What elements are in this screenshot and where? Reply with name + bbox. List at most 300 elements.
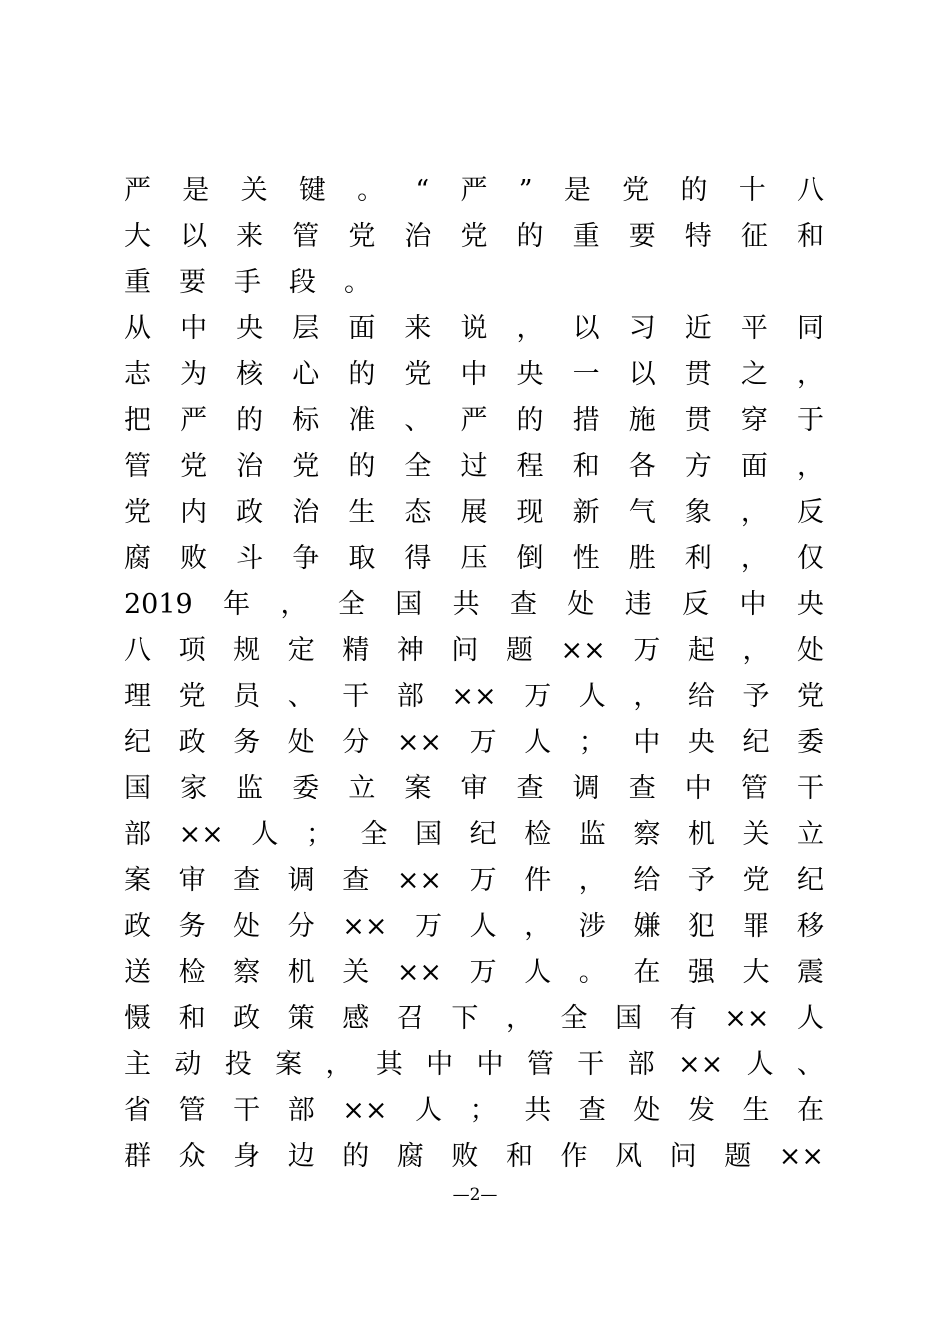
glyph: 查 — [516, 773, 544, 804]
glyph: 予 — [687, 865, 715, 896]
glyph: 处 — [287, 727, 315, 758]
glyph: 治 — [292, 497, 320, 528]
glyph: 问 — [451, 635, 479, 666]
glyph: 万 — [633, 635, 661, 666]
glyph: 政 — [178, 727, 206, 758]
glyph: 予 — [742, 681, 770, 712]
glyph: 近 — [684, 313, 712, 344]
glyph: 查 — [342, 865, 370, 896]
glyph: 题 — [724, 1141, 752, 1172]
text-line — [124, 582, 824, 628]
glyph: 管 — [740, 773, 768, 804]
text-line — [124, 398, 824, 444]
glyph: 核 — [236, 359, 264, 390]
glyph: 象 — [684, 497, 712, 528]
glyph: 给 — [633, 865, 661, 896]
glyph: 规 — [233, 635, 261, 666]
glyph: 调 — [287, 865, 315, 896]
glyph: 关 — [342, 957, 370, 988]
glyph: ×× — [396, 865, 443, 896]
text-line — [124, 352, 824, 398]
glyph: ， — [524, 911, 552, 942]
glyph: 压 — [460, 543, 488, 574]
glyph: 案 — [124, 865, 151, 896]
glyph: 全 — [560, 1003, 588, 1034]
glyph: 展 — [460, 497, 488, 528]
glyph: 关 — [742, 819, 770, 850]
glyph: 、 — [404, 405, 432, 436]
glyph: 的 — [516, 405, 544, 436]
glyph: 发 — [687, 1095, 715, 1126]
glyph: 立 — [348, 773, 376, 804]
glyph: 身 — [233, 1141, 261, 1172]
glyph: 仅 — [796, 543, 824, 574]
glyph: 犯 — [687, 911, 715, 942]
glyph: 题 — [505, 635, 533, 666]
glyph: 志 — [124, 359, 151, 390]
glyph: 务 — [178, 911, 206, 942]
glyph: 特 — [684, 221, 712, 252]
glyph: 生 — [742, 1095, 770, 1126]
glyph: 精 — [342, 635, 370, 666]
text-line — [124, 858, 824, 904]
glyph: ， — [740, 543, 768, 574]
text-line — [124, 306, 824, 352]
glyph: 气 — [628, 497, 656, 528]
glyph: 在 — [633, 957, 661, 988]
glyph: 部 — [627, 1049, 655, 1080]
text-line — [124, 904, 824, 950]
glyph: ， — [325, 1049, 353, 1080]
glyph: 的 — [680, 175, 708, 206]
glyph: 案 — [404, 773, 432, 804]
glyph: ， — [578, 865, 606, 896]
glyph: 党 — [404, 359, 432, 390]
glyph: 是 — [563, 175, 591, 206]
glyph: 的 — [348, 359, 376, 390]
glyph: 央 — [236, 313, 264, 344]
glyph: 动 — [174, 1049, 202, 1080]
glyph: 移 — [797, 911, 824, 942]
glyph: 以 — [180, 221, 208, 252]
glyph: 面 — [740, 451, 768, 482]
glyph: 投 — [224, 1049, 252, 1080]
glyph: 部 — [287, 1095, 315, 1126]
glyph: 干 — [577, 1049, 605, 1080]
glyph: 胜 — [628, 543, 656, 574]
glyph: 纪 — [469, 819, 497, 850]
glyph: 处 — [797, 635, 824, 666]
glyph: 央 — [687, 727, 715, 758]
glyph: 万 — [524, 681, 552, 712]
glyph: 和 — [178, 1003, 206, 1034]
glyph: 腐 — [396, 1141, 424, 1172]
glyph: 各 — [628, 451, 656, 482]
glyph: 中 — [633, 727, 661, 758]
glyph: 把 — [124, 405, 151, 436]
glyph: 作 — [560, 1141, 588, 1172]
glyph: 中 — [426, 1049, 454, 1080]
glyph: 党 — [292, 451, 320, 482]
glyph: 人 — [469, 911, 497, 942]
glyph: 内 — [180, 497, 208, 528]
text-line — [124, 168, 824, 214]
glyph: 大 — [742, 957, 770, 988]
text-line — [124, 1134, 824, 1180]
glyph: 召 — [396, 1003, 424, 1034]
glyph: 人 — [524, 957, 552, 988]
glyph: 新 — [572, 497, 600, 528]
glyph: 人 — [524, 727, 552, 758]
glyph: 政 — [236, 497, 264, 528]
glyph: ， — [796, 359, 824, 390]
text-line — [124, 628, 824, 674]
glyph: 从 — [124, 313, 151, 344]
glyph: 问 — [669, 1141, 697, 1172]
glyph: 管 — [178, 1095, 206, 1126]
glyph: 穿 — [740, 405, 768, 436]
glyph: 措 — [572, 405, 600, 436]
glyph: 倒 — [516, 543, 544, 574]
glyph: 感 — [342, 1003, 370, 1034]
glyph: 下 — [451, 1003, 479, 1034]
glyph: 党 — [797, 681, 824, 712]
glyph: 政 — [233, 1003, 261, 1034]
glyph: ×× — [342, 911, 388, 942]
text-line — [124, 536, 824, 582]
text-line — [124, 766, 824, 812]
glyph: 一 — [572, 359, 600, 390]
glyph: ” — [518, 175, 533, 206]
glyph: ×× — [560, 635, 606, 666]
glyph: 八 — [797, 175, 824, 206]
glyph: ； — [469, 1095, 497, 1126]
glyph: 性 — [572, 543, 600, 574]
glyph: 中 — [684, 773, 712, 804]
glyph: 手 — [234, 267, 261, 298]
text-line — [124, 674, 824, 720]
glyph: 管 — [124, 451, 151, 482]
glyph: 重 — [572, 221, 600, 252]
glyph: 定 — [287, 635, 315, 666]
glyph: 共 — [524, 1095, 552, 1126]
glyph: 现 — [516, 497, 544, 528]
glyph: 、 — [796, 1049, 824, 1080]
glyph: 万 — [415, 911, 443, 942]
glyph: 慑 — [124, 1003, 151, 1034]
glyph: 检 — [524, 819, 552, 850]
glyph: 党 — [460, 221, 488, 252]
glyph: 来 — [236, 221, 264, 252]
glyph: 纪 — [742, 727, 770, 758]
glyph: 习 — [628, 313, 656, 344]
glyph: 给 — [687, 681, 715, 712]
glyph: 国 — [615, 1003, 643, 1034]
glyph: 取 — [348, 543, 376, 574]
glyph: 。 — [578, 957, 606, 988]
glyph: 人 — [251, 819, 279, 850]
text-line — [124, 950, 824, 996]
glyph: 调 — [572, 773, 600, 804]
glyph: 严 — [180, 405, 208, 436]
glyph: 干 — [342, 681, 370, 712]
text-line — [124, 444, 824, 490]
glyph: 送 — [124, 957, 151, 988]
text-line — [124, 214, 824, 260]
glyph: 党 — [742, 865, 770, 896]
glyph: 查 — [509, 589, 537, 620]
glyph: 央 — [796, 589, 824, 620]
glyph: 大 — [124, 221, 151, 252]
glyph: 众 — [178, 1141, 206, 1172]
glyph: 风 — [615, 1141, 643, 1172]
glyph: 要 — [179, 267, 206, 298]
glyph: 省 — [124, 1095, 151, 1126]
glyph: 察 — [233, 957, 261, 988]
glyph: 部 — [124, 819, 151, 850]
glyph: 严 — [460, 405, 488, 436]
glyph: 处 — [233, 911, 261, 942]
glyph: 纪 — [124, 727, 151, 758]
glyph: 人 — [415, 1095, 443, 1126]
glyph: 涉 — [578, 911, 606, 942]
glyph: 件 — [524, 865, 552, 896]
glyph: 监 — [236, 773, 264, 804]
glyph: 要 — [628, 221, 656, 252]
glyph: 层 — [292, 313, 320, 344]
glyph: 群 — [124, 1141, 151, 1172]
glyph: 国 — [395, 589, 423, 620]
glyph: 党 — [178, 681, 206, 712]
glyph: 在 — [797, 1095, 824, 1126]
glyph: 政 — [124, 911, 151, 942]
glyph: 心 — [292, 359, 320, 390]
glyph: 项 — [178, 635, 206, 666]
glyph: 立 — [797, 819, 824, 850]
glyph: 、 — [287, 681, 315, 712]
glyph: 同 — [796, 313, 824, 344]
glyph: 管 — [292, 221, 320, 252]
text-line — [124, 1042, 824, 1088]
text-line — [124, 812, 824, 858]
glyph: 全 — [404, 451, 432, 482]
glyph: 准 — [348, 405, 376, 436]
glyph: 处 — [633, 1095, 661, 1126]
glyph: 理 — [124, 681, 151, 712]
glyph: 施 — [628, 405, 656, 436]
glyph: 反 — [682, 589, 710, 620]
glyph: ×× — [396, 727, 443, 758]
glyph: 纪 — [797, 865, 824, 896]
glyph: 其 — [375, 1049, 403, 1080]
glyph: 机 — [687, 819, 715, 850]
glyph: 国 — [124, 773, 151, 804]
glyph: 家 — [180, 773, 208, 804]
glyph: 十 — [738, 175, 766, 206]
glyph: ×× — [451, 681, 497, 712]
glyph: 严 — [124, 175, 151, 206]
glyph: 人 — [578, 681, 606, 712]
glyph: 以 — [572, 313, 600, 344]
glyph: 机 — [287, 957, 315, 988]
glyph: 治 — [404, 221, 432, 252]
glyph: 。 — [357, 175, 385, 206]
glyph: 全 — [337, 589, 365, 620]
glyph: 以 — [628, 359, 656, 390]
glyph: 态 — [404, 497, 432, 528]
text-line — [124, 1088, 824, 1134]
glyph: 生 — [348, 497, 376, 528]
glyph: 程 — [516, 451, 544, 482]
glyph: ， — [740, 497, 768, 528]
glyph: 监 — [578, 819, 606, 850]
glyph: 和 — [572, 451, 600, 482]
glyph: 征 — [740, 221, 768, 252]
glyph: 中 — [476, 1049, 504, 1080]
glyph: 国 — [415, 819, 443, 850]
glyph: 面 — [348, 313, 376, 344]
glyph: 八 — [124, 635, 151, 666]
glyph: 部 — [396, 681, 424, 712]
glyph: ， — [742, 635, 770, 666]
glyph: 过 — [460, 451, 488, 482]
glyph: 违 — [624, 589, 652, 620]
glyph: 说 — [460, 313, 488, 344]
glyph: 党 — [348, 221, 376, 252]
glyph: 中 — [460, 359, 488, 390]
glyph: ， — [505, 1003, 533, 1034]
glyph: 强 — [687, 957, 715, 988]
glyph: 管 — [526, 1049, 554, 1080]
body-text — [124, 168, 824, 1180]
glyph: 斗 — [236, 543, 264, 574]
glyph: 标 — [292, 405, 320, 436]
glyph: 重 — [124, 267, 151, 298]
glyph: 委 — [292, 773, 320, 804]
glyph: 查 — [628, 773, 656, 804]
glyph: 贯 — [684, 405, 712, 436]
glyph: 腐 — [124, 543, 151, 574]
text-line — [124, 720, 824, 766]
page-number: —2— — [452, 1185, 498, 1205]
glyph: 键 — [298, 175, 326, 206]
glyph: 员 — [233, 681, 261, 712]
glyph: 主 — [124, 1049, 151, 1080]
glyph: 年 — [223, 589, 251, 620]
glyph: 是 — [182, 175, 210, 206]
glyph: ×× — [178, 819, 224, 850]
glyph: 的 — [236, 405, 264, 436]
glyph: 万 — [469, 727, 497, 758]
glyph: 查 — [578, 1095, 606, 1126]
glyph: 策 — [287, 1003, 315, 1034]
glyph: 审 — [178, 865, 206, 896]
glyph: ， — [633, 681, 661, 712]
glyph: 严 — [460, 175, 488, 206]
glyph: 。 — [344, 267, 371, 298]
glyph: 关 — [240, 175, 268, 206]
glyph: 万 — [469, 957, 497, 988]
glyph: 务 — [233, 727, 261, 758]
glyph: 之 — [740, 359, 768, 390]
glyph: 反 — [796, 497, 824, 528]
text-line — [124, 490, 824, 536]
glyph: ×× — [778, 1141, 824, 1172]
glyph: 罪 — [742, 911, 770, 942]
glyph: 人 — [746, 1049, 774, 1080]
glyph: 边 — [287, 1141, 315, 1172]
glyph: 人 — [797, 1003, 824, 1034]
glyph: 审 — [460, 773, 488, 804]
glyph: 共 — [452, 589, 480, 620]
glyph: 分 — [287, 911, 315, 942]
glyph: 检 — [178, 957, 206, 988]
glyph: 和 — [796, 221, 824, 252]
glyph: 党 — [622, 175, 650, 206]
glyph: 起 — [687, 635, 715, 666]
glyph: 委 — [797, 727, 824, 758]
glyph: 争 — [292, 543, 320, 574]
glyph: 得 — [404, 543, 432, 574]
glyph: 中 — [739, 589, 767, 620]
glyph: ， — [280, 589, 308, 620]
glyph: 来 — [404, 313, 432, 344]
glyph: ； — [578, 727, 606, 758]
glyph: 全 — [360, 819, 388, 850]
glyph: 和 — [505, 1141, 533, 1172]
text-line — [124, 996, 824, 1042]
glyph: 有 — [669, 1003, 697, 1034]
glyph: 为 — [180, 359, 208, 390]
glyph: 败 — [451, 1141, 479, 1172]
glyph: 利 — [684, 543, 712, 574]
glyph: 党 — [180, 451, 208, 482]
glyph: 分 — [342, 727, 370, 758]
glyph: “ — [415, 175, 430, 206]
glyph: 查 — [233, 865, 261, 896]
glyph: 平 — [740, 313, 768, 344]
glyph: ； — [305, 819, 333, 850]
glyph: 治 — [236, 451, 264, 482]
glyph: 败 — [180, 543, 208, 574]
glyph: 察 — [633, 819, 661, 850]
glyph: ×× — [342, 1095, 388, 1126]
glyph: 案 — [275, 1049, 303, 1080]
glyph: 2019 — [124, 589, 193, 620]
glyph: 处 — [567, 589, 595, 620]
glyph: ， — [796, 451, 824, 482]
glyph: 震 — [797, 957, 824, 988]
glyph: 神 — [396, 635, 424, 666]
glyph: 的 — [348, 451, 376, 482]
glyph: 的 — [342, 1141, 370, 1172]
glyph: ×× — [396, 957, 443, 988]
glyph: 干 — [796, 773, 824, 804]
glyph: 于 — [796, 405, 824, 436]
glyph: 万 — [469, 865, 497, 896]
glyph: 方 — [684, 451, 712, 482]
glyph: ×× — [724, 1003, 770, 1034]
glyph: ， — [516, 313, 544, 344]
text-line — [124, 260, 824, 306]
glyph: 央 — [516, 359, 544, 390]
glyph: 贯 — [684, 359, 712, 390]
glyph: 段 — [289, 267, 316, 298]
glyph: 党 — [124, 497, 151, 528]
glyph: 中 — [180, 313, 208, 344]
glyph: 嫌 — [633, 911, 661, 942]
glyph: ×× — [677, 1049, 724, 1080]
